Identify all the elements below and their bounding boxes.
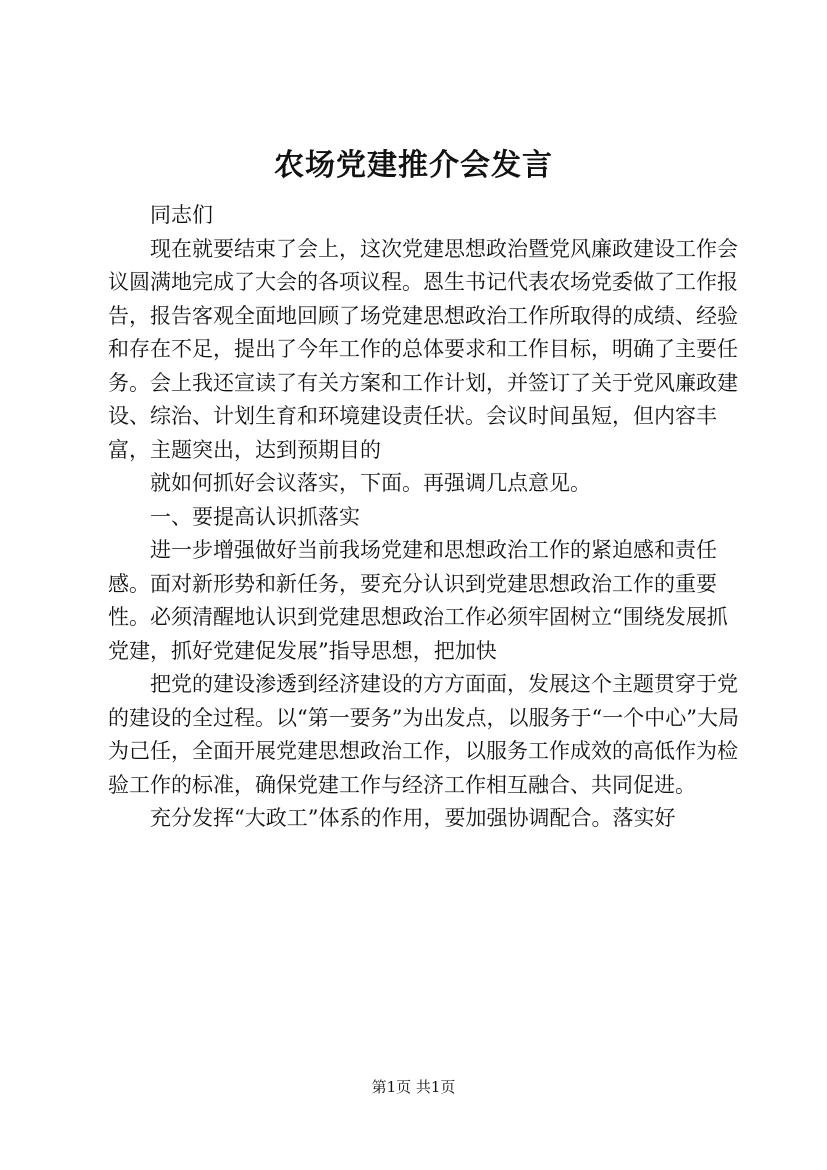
body-paragraph: 把党的建设渗透到经济建设的方方面面，发展这个主题贯穿于党的建设的全过程。以“第一要务”为出发点，以服务于“一个中心”大局为己任，全面开展党建思想政治工作，以服务工作成效的高低作为检验工作的标准，确保党建工作与经济工作相互融合、共同促进。 (108, 672, 739, 797)
section-heading: 一、要提高认识抓落实 (150, 504, 360, 529)
document-body (108, 199, 740, 836)
page-number-footer: 第1页 共1页 (371, 1078, 456, 1096)
body-paragraph: 充分发挥“大政工”体系的作用，要加强协调配合。落实好 (150, 806, 676, 830)
document-title: 农场党建推介会发言 (274, 148, 553, 183)
body-paragraph: 进一步增强做好当前我场党建和思想政治工作的紧迫感和责任感。面对新形势和新任务，要充分认识到党建思想政治工作的重要性。必须清醒地认识到党建思想政治工作必须牢固树立“围绕发展抓党建，抓好党建促发展”指导思想，把加快 (108, 538, 728, 663)
salutation-paragraph: 同志们 (150, 203, 213, 227)
body-paragraph: 就如何抓好会议落实，下面。再强调几点意见。 (150, 471, 591, 495)
body-paragraph: 现在就要结束了会上，这次党建思想政治暨党风廉政建设工作会议圆满地完成了大会的各项议程。恩生书记代表农场党委做了工作报告，报告客观全面地回顾了场党建思想政治工作所取得的成绩、经验和存在不足，提出了今年工作的总体要求和工作目标，明确了主要任务。会上我还宣读了有关方案和工作计划，并签订了关于党风廉政建设、综治、计划生育和环境建设责任状。会议时间虽短，但内容丰富，主题突出，达到预期目的 (108, 236, 738, 462)
